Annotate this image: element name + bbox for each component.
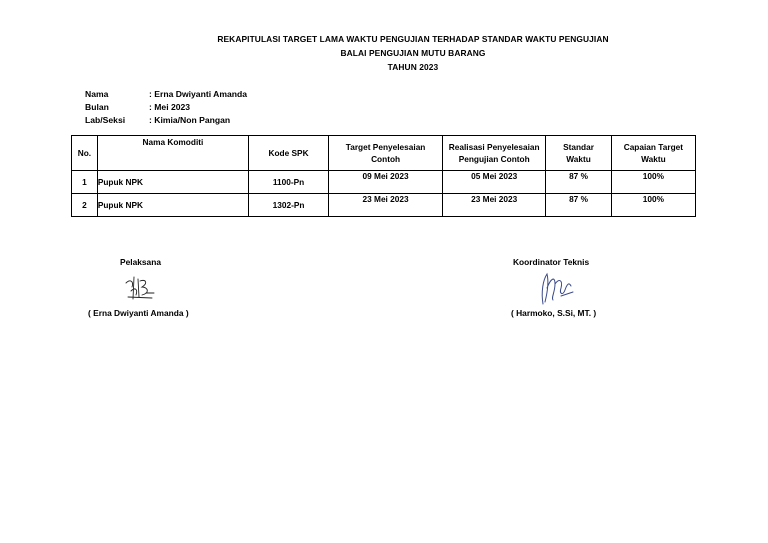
document-year: TAHUN 2023 bbox=[387, 62, 439, 72]
document-title: REKAPITULASI TARGET LAMA WAKTU PENGUJIAN TERHADAP STANDAR WAKTU PENGUJIAN bbox=[217, 34, 609, 44]
cell-kode-spk: 1302-Pn bbox=[248, 194, 328, 217]
cell-target: 09 Mei 2023 bbox=[329, 171, 443, 194]
header-kode-spk: Kode SPK bbox=[248, 136, 328, 171]
cell-capaian: 100% bbox=[611, 171, 695, 194]
pelaksana-label: Pelaksana bbox=[120, 257, 161, 267]
cell-kode-spk: 1100-Pn bbox=[248, 171, 328, 194]
header-capaian bbox=[611, 136, 695, 171]
header-no: No. bbox=[72, 136, 98, 171]
header-target-line2: Contoh bbox=[371, 154, 401, 164]
info-lab-label: Lab/Seksi bbox=[85, 115, 126, 125]
koordinator-name: ( Harmoko, S.Si, MT. ) bbox=[511, 308, 597, 318]
header-realisasi-line2: Pengujian Contoh bbox=[458, 154, 530, 164]
header-nama-komoditi: Nama Komoditi bbox=[97, 136, 248, 171]
cell-nama-komoditi: Pupuk NPK bbox=[97, 171, 248, 194]
table-row bbox=[72, 171, 696, 194]
info-bulan-label: Bulan bbox=[85, 102, 109, 112]
cell-no: 1 bbox=[72, 171, 98, 194]
header-target bbox=[329, 136, 443, 171]
header-capaian-line2: Waktu bbox=[641, 154, 666, 164]
info-lab-value: : Kimia/Non Pangan bbox=[149, 115, 231, 125]
info-bulan-value: : Mei 2023 bbox=[149, 102, 191, 112]
info-nama-label: Nama bbox=[85, 89, 109, 99]
header-realisasi bbox=[443, 136, 546, 171]
header-realisasi-line1: Realisasi Penyelesaian bbox=[448, 142, 540, 152]
header-target-line1: Target Penyelesaian bbox=[345, 142, 426, 152]
header-standar bbox=[546, 136, 611, 171]
cell-standar: 87 % bbox=[546, 194, 611, 217]
table-header-row bbox=[72, 136, 696, 171]
header-standar-line2: Waktu bbox=[566, 154, 591, 164]
koordinator-label: Koordinator Teknis bbox=[513, 257, 590, 267]
cell-capaian: 100% bbox=[611, 194, 695, 217]
cell-no: 2 bbox=[72, 194, 98, 217]
signature-right-icon bbox=[535, 268, 577, 313]
pelaksana-name: ( Erna Dwiyanti Amanda ) bbox=[88, 308, 189, 318]
info-nama-value: : Erna Dwiyanti Amanda bbox=[149, 89, 248, 99]
institution-name: BALAI PENGUJIAN MUTU BARANG bbox=[340, 48, 486, 58]
signature-left-icon bbox=[122, 273, 158, 308]
cell-target: 23 Mei 2023 bbox=[329, 194, 443, 217]
cell-standar: 87 % bbox=[546, 171, 611, 194]
cell-realisasi: 05 Mei 2023 bbox=[443, 171, 546, 194]
cell-nama-komoditi: Pupuk NPK bbox=[97, 194, 248, 217]
cell-realisasi: 23 Mei 2023 bbox=[443, 194, 546, 217]
table-row bbox=[72, 194, 696, 217]
recap-table bbox=[71, 135, 696, 217]
header-standar-line1: Standar bbox=[563, 142, 594, 152]
header-capaian-line1: Capaian Target bbox=[623, 142, 684, 152]
